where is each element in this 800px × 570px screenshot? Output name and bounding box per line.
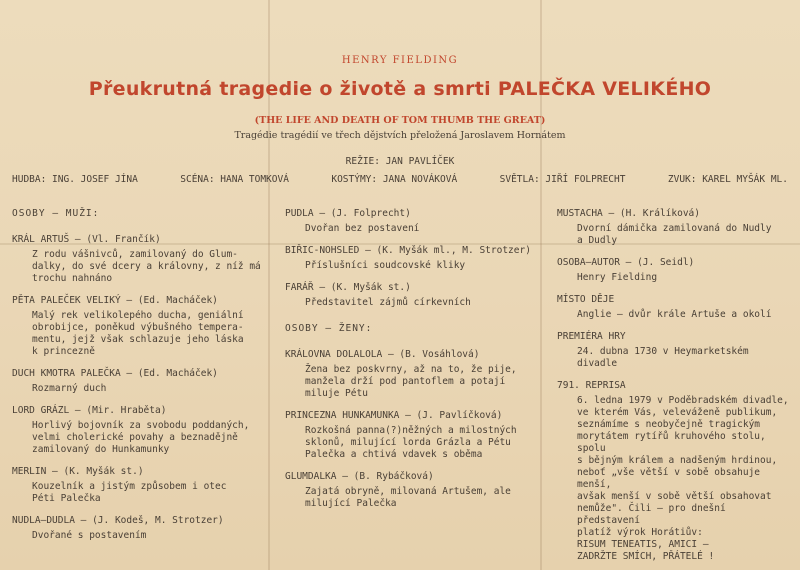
role-description <box>305 364 537 400</box>
description-line: trochu nahnáno <box>32 273 113 284</box>
description-line: milující Palečka <box>305 498 397 509</box>
description-line: velmi cholerické povahy a beznadějně <box>32 432 238 443</box>
cast-entry <box>12 295 264 358</box>
description-line: s bějným králem a nadšeným hrdinou, <box>577 455 778 466</box>
description-line: 6. ledna 1979 v Poděbradském divadle, <box>577 395 789 406</box>
role-name: PĚTA PALEČEK VELIKÝ — (Ed. Macháček) <box>12 295 218 306</box>
description-line: Příslušníci soudcovské kliky <box>305 260 466 271</box>
description-line: Žena bez poskvrny, až na to, že pije, <box>305 364 517 375</box>
description-line: Henry Fielding <box>577 272 658 283</box>
description-line: manžela drží pod pantoflem a potají <box>305 376 506 387</box>
role-name: 791. REPRISA <box>557 380 626 391</box>
cast-entry <box>285 349 537 400</box>
role-name: DUCH KMOTRA PALEČKA — (Ed. Macháček) <box>12 368 218 379</box>
description-line: Horlivý bojovník za svobodu poddaných, <box>32 420 250 431</box>
role-description <box>32 383 264 395</box>
description-line: Kouzelník a jistým způsobem i otec <box>32 481 227 492</box>
cast-entry <box>557 208 792 247</box>
role-name: KRÁLOVNA DOLALOLA — (B. Vosáhlová) <box>285 349 480 360</box>
description-line: zamilovaný do Hunkamunky <box>32 444 170 455</box>
description-line: Malý rek velikolepého ducha, geniální <box>32 310 244 321</box>
credits-row <box>12 174 788 185</box>
role-description <box>577 309 792 321</box>
original-title: (THE LIFE AND DEATH OF TOM THUMB THE GREAT) <box>254 115 546 126</box>
role-name: LORD GRÁZL — (Mir. Hraběta) <box>12 405 167 416</box>
role-description <box>32 310 264 358</box>
section-heading-men: OSOBY — MUŽI: <box>12 208 100 219</box>
description-line: mentu, jejž však schlazuje jeho láska <box>32 334 244 345</box>
role-description <box>577 346 792 370</box>
credit-sound: ZVUK: KAREL MYŠÁK ML. <box>667 174 788 185</box>
role-description <box>32 420 264 456</box>
role-description <box>32 481 264 505</box>
description-line: sklonů, milující lorda Grázla a Pétu <box>305 437 511 448</box>
description-line: avšak menší v sobě větší obsahovat <box>577 491 772 502</box>
description-line: obrobijce, poněkud výbušného tempera- <box>32 322 244 333</box>
description-line: ZADRŽTE SMÍCH, PŘÁTELÉ ! <box>577 551 715 562</box>
role-name: KRÁL ARTUŠ — (Vl. Frančík) <box>12 234 161 245</box>
cast-entry <box>12 405 264 456</box>
role-description <box>32 249 264 285</box>
info-column <box>557 208 792 570</box>
description-line: 24. dubna 1730 v Heymarketském divadle <box>577 346 749 369</box>
role-description <box>577 272 792 284</box>
description-line: platíž výrok Horátiův: <box>577 527 703 538</box>
description-line: Dvorní dámička zamilovaná do Nudly <box>577 223 772 234</box>
description-line: miluje Pétu <box>305 388 368 399</box>
cast-entry <box>285 282 537 309</box>
role-name: FARÁŘ — (K. Myšák st.) <box>285 282 411 293</box>
cast-column-men <box>12 208 264 552</box>
credit-lights: SVĚTLA: JIŘÍ FOLPRECHT <box>499 174 626 185</box>
role-name: PUDLA — (J. Folprecht) <box>285 208 411 219</box>
page-title: Přeukrutná tragedie o životě a smrti PALEČKA VELIKÉHO <box>88 78 712 100</box>
description-line: dalky, do své dcery a královny, z níž má <box>32 261 261 272</box>
role-name: MUSTACHA — (H. Králíková) <box>557 208 700 219</box>
role-name: NUDLA—DUDLA — (J. Kodeš, M. Strotzer) <box>12 515 224 526</box>
cast-entry <box>12 515 264 542</box>
description-line: Dvořané s postavením <box>32 530 147 541</box>
description-line: neboť „vše větší v sobě obsahuje menší, <box>577 467 761 490</box>
role-description <box>305 223 537 235</box>
description-line: Z rodu vášnivců, zamilovaný do Glum- <box>32 249 238 260</box>
cast-entry <box>12 466 264 505</box>
subtitle: Tragédie tragédií ve třech dějstvích přeložená Jaroslavem Hornátem <box>234 130 566 141</box>
role-description <box>577 395 792 563</box>
description-line: Rozkošná panna(?)něžných a milostných <box>305 425 517 436</box>
role-name: MERLIN — (K. Myšák st.) <box>12 466 144 477</box>
description-line: Zajatá obryně, milovaná Artušem, ale <box>305 486 511 497</box>
description-line: RISUM TENEATIS, AMICI — <box>577 539 709 550</box>
cast-entry <box>285 410 537 461</box>
credit-costumes: KOSTÝMY: JANA NOVÁKOVÁ <box>331 174 458 185</box>
description-line: morytátem rytířů kruhového stolu, spolu <box>577 431 766 454</box>
credit-music: HUDBA: ING. JOSEF JÍNA <box>12 174 138 185</box>
description-line: seznámíme s neobyčejně tragickým <box>577 419 761 430</box>
cast-entry <box>285 471 537 510</box>
role-name: OSOBA—AUTOR — (J. Seidl) <box>557 257 695 268</box>
role-description <box>305 425 537 461</box>
description-line: Anglie — dvůr krále Artuše a okolí <box>577 309 772 320</box>
description-line: nemůže". Čili — pro dnešní představení <box>577 503 726 526</box>
description-line: Péti Palečka <box>32 493 101 504</box>
role-description <box>32 530 264 542</box>
credit-scene: SCÉNA: HANA TOMKOVÁ <box>180 174 289 185</box>
description-line: Představitel zájmů církevních <box>305 297 471 308</box>
description-line: ve kterém Vás, veleváženě publikum, <box>577 407 778 418</box>
cast-entry <box>12 368 264 395</box>
description-line: Palečka a chtivá vdavek s oběma <box>305 449 483 460</box>
role-name: PREMIÉRA HRY <box>557 331 626 342</box>
role-description <box>305 297 537 309</box>
description-line: a Dudly <box>577 235 618 246</box>
description-line: Rozmarný duch <box>32 383 107 394</box>
cast-entry <box>557 380 792 563</box>
description-line: k princezně <box>32 346 95 357</box>
cast-entry <box>557 257 792 284</box>
cast-entry <box>12 234 264 285</box>
cast-column-women <box>285 208 537 520</box>
role-name: PRINCEZNA HUNKAMUNKA — (J. Pavlíčková) <box>285 410 503 421</box>
role-name: GLUMDALKA — (B. Rybáčková) <box>285 471 434 482</box>
role-description <box>305 260 537 272</box>
director-credit: REŽIE: JAN PAVLÍČEK <box>345 156 455 167</box>
section-heading-women: OSOBY — ŽENY: <box>285 323 373 334</box>
role-description <box>305 486 537 510</box>
role-name: MÍSTO DĚJE <box>557 294 615 305</box>
role-name: BIŘIC-NOHSLED — (K. Myšák ml., M. Strotzer) <box>285 245 531 256</box>
cast-entry <box>285 208 537 235</box>
author: HENRY FIELDING <box>341 55 459 66</box>
cast-entry <box>557 331 792 370</box>
description-line: Dvořan bez postavení <box>305 223 420 234</box>
cast-entry <box>285 245 537 272</box>
cast-entry <box>557 294 792 321</box>
role-description <box>577 223 792 247</box>
